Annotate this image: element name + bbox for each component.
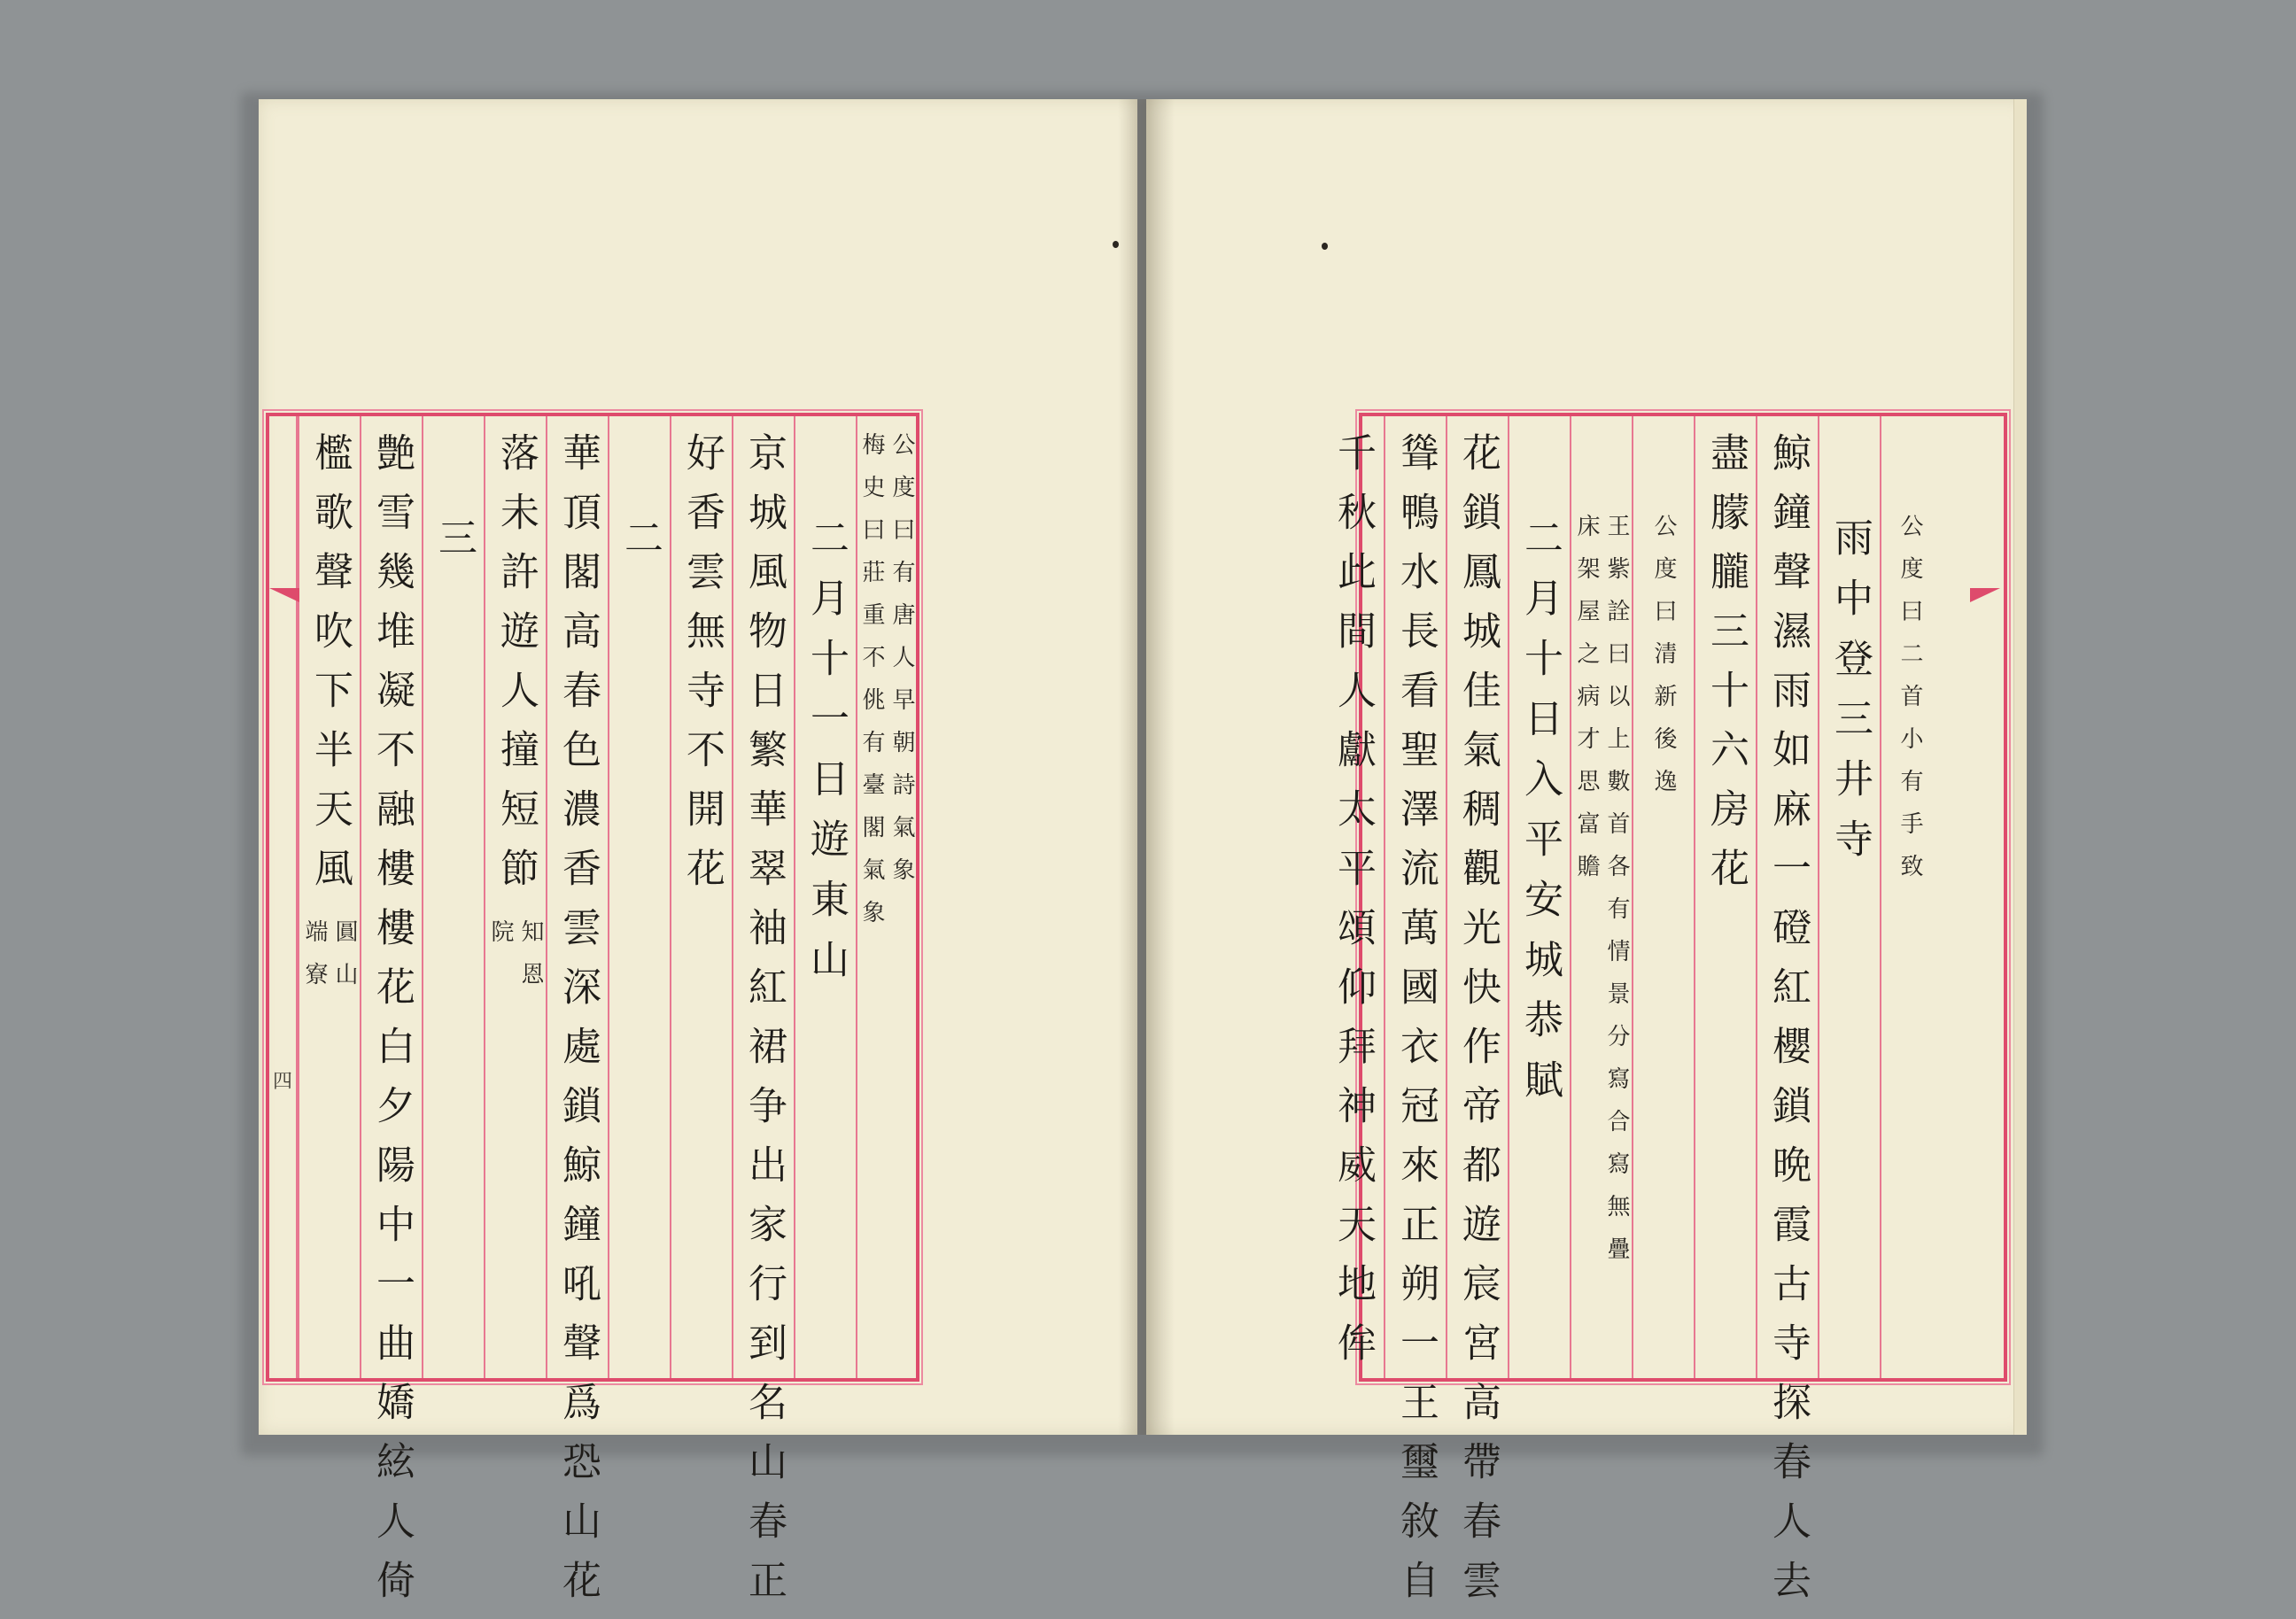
fishtail-mark xyxy=(269,588,299,602)
left-page xyxy=(259,99,1137,1619)
section-label-column xyxy=(422,416,484,1378)
poem-line-column xyxy=(484,416,546,1378)
page-edge xyxy=(2013,99,2027,1435)
poem-line-column xyxy=(1756,416,1818,1619)
right-page xyxy=(1146,99,2027,1619)
poem-line: 聳鴨水長看聖澤流萬國衣冠來正朔一王璽敘自 xyxy=(1393,432,1439,1619)
commentary-line: 床架屋之病才思富贍 xyxy=(1573,514,1600,896)
poem-line-column xyxy=(1384,416,1446,1619)
poem-line: 京城風物日繁華翠袖紅裙争出家行到名山春正 xyxy=(741,432,787,1619)
poem-title-column xyxy=(1818,416,1880,1378)
attribution-line: 院 xyxy=(487,919,514,962)
left-text-frame xyxy=(266,413,919,1619)
commentary-line: 王紫詮曰以上數首各有情景分寫合寫無疊 xyxy=(1603,514,1630,1279)
poem-line-column xyxy=(1446,416,1508,1619)
page-number: 四 xyxy=(273,1071,293,1093)
attribution-line: 端寮 xyxy=(301,919,328,1004)
fold-column xyxy=(1938,416,2004,1378)
right-text-frame xyxy=(1330,413,2007,1619)
commentary-column xyxy=(1880,416,1938,1378)
commentary-line: 公度曰有唐人早朝詩氣象 xyxy=(888,432,915,900)
commentary-column xyxy=(856,416,916,1378)
poem-line: 盡朦朧三十六房花 xyxy=(1703,432,1749,907)
section-label: 三 xyxy=(431,517,477,577)
poem-title: 二月十一日遊東山 xyxy=(803,517,849,999)
poem-title: 二月十日入平安城恭賦 xyxy=(1517,517,1563,1119)
commentary-line: 公度曰清新後逸 xyxy=(1650,514,1677,811)
poem-title: 雨中登三井寺 xyxy=(1827,517,1873,879)
attribution-line: 圓山 xyxy=(331,919,358,1004)
poem-line: 好香雲無寺不開花 xyxy=(679,432,725,907)
commentary-header: 公度曰二首小有手致 xyxy=(1897,514,1923,896)
poem-line: 華頂閣高春色濃香雲深處鎖鯨鐘吼聲爲恐山花 xyxy=(555,432,601,1619)
poem-line-column xyxy=(670,416,732,1378)
poem-line: 鯨鐘聲濕雨如麻一磴紅櫻鎖晩霞古寺探春人去 xyxy=(1765,432,1811,1619)
book-gutter xyxy=(1118,99,1175,1435)
fold-column xyxy=(269,416,298,1378)
attribution-line: 知恩 xyxy=(517,919,544,1004)
commentary-column xyxy=(1570,416,1632,1378)
section-label: 二 xyxy=(617,517,663,577)
poem-line: 檻歌聲吹下半天風 xyxy=(307,432,353,907)
fishtail-mark xyxy=(1970,588,2000,602)
poem-line: 千秋此間人獻太平頌仰拜神威天地侔 xyxy=(1330,432,1376,1382)
commentary-line: 梅史曰莊重不佻有臺閣氣象 xyxy=(858,432,885,942)
poem-title-column xyxy=(794,416,856,1378)
poem-line-column xyxy=(298,416,360,1378)
ink-spot xyxy=(1322,243,1328,250)
poem-line-column xyxy=(1322,416,1384,1382)
poem-line-column xyxy=(546,416,608,1619)
poem-line: 艶雪幾堆凝不融樓樓花白夕陽中一曲嬌絃人倚 xyxy=(369,432,415,1619)
section-label-column xyxy=(608,416,670,1378)
poem-title-column xyxy=(1508,416,1570,1378)
poem-line-column xyxy=(360,416,422,1619)
poem-line: 花鎖鳳城佳氣稠觀光快作帝都遊宸宮高帶春雲 xyxy=(1455,432,1501,1619)
commentary-column xyxy=(1632,416,1694,1378)
poem-line-column xyxy=(1694,416,1756,1378)
poem-line-column xyxy=(732,416,794,1619)
poem-line: 落未許遊人撞短節 xyxy=(493,432,539,907)
